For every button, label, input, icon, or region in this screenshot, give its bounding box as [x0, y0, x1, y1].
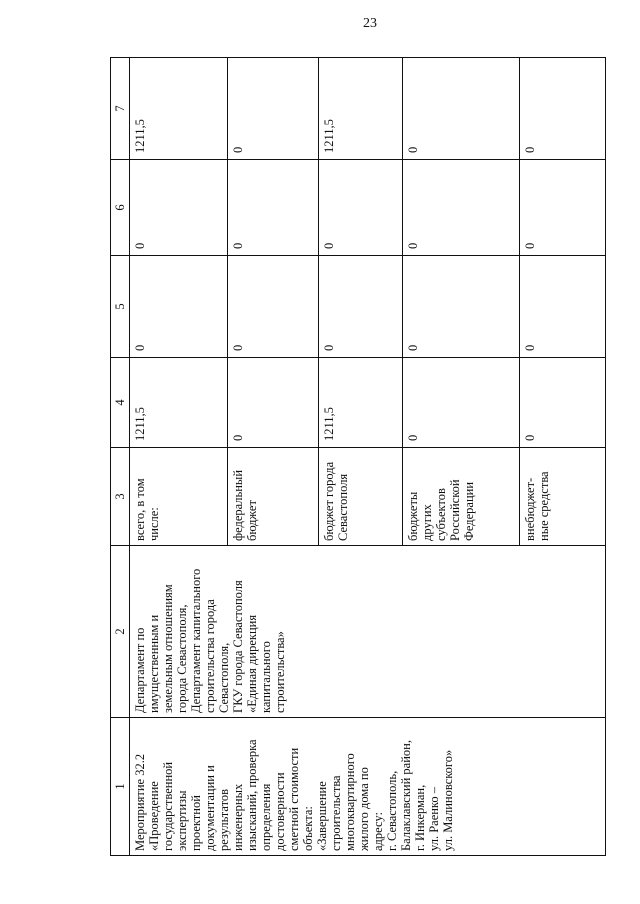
value-cell: 1211,5 [130, 58, 228, 160]
page-number: 23 [363, 16, 377, 31]
source-cell: федеральный бюджет [228, 448, 319, 546]
value-cell: 0 [520, 256, 606, 358]
value-cell: 0 [403, 160, 520, 256]
header-col-7: 7 [111, 58, 130, 160]
executor-cell: Департамент по имущественным и земельным отношениям города Севастополя, Департамент капитального строительства города Севастополя, ГКУ города Севастополя «Единая дирекция капитального строительства» [130, 546, 606, 718]
value-cell: 0 [520, 358, 606, 448]
header-col-5: 5 [111, 256, 130, 358]
value-cell: 0 [403, 358, 520, 448]
header-row [111, 58, 130, 856]
value-cell: 1211,5 [319, 358, 403, 448]
value-cell: 0 [520, 58, 606, 160]
value-cell: 0 [520, 160, 606, 256]
value-cell: 1211,5 [130, 358, 228, 448]
value-cell: 0 [319, 256, 403, 358]
header-col-3: 3 [111, 448, 130, 546]
value-cell: 0 [403, 256, 520, 358]
header-col-4: 4 [111, 358, 130, 448]
measure-cell: Мероприятие 32.2 «Проведение государственной экспертизы проектной документации и результатов инженерных изысканий, проверка определения достоверности сметной стоимости объекта: «Завершение строительства многоквартирного жилого дома по адресу: г. Севастополь, Балаклавский район, г. Инкерман, ул. Раенко – ул. Малиновского» [130, 718, 606, 856]
value-cell: 0 [228, 160, 319, 256]
header-col-1: 1 [111, 718, 130, 856]
source-cell: всего, в том числе: [130, 448, 228, 546]
table-row [130, 58, 228, 856]
source-cell: бюджеты других субъектов Российской Федерации [403, 448, 520, 546]
value-cell: 1211,5 [319, 58, 403, 160]
header-col-2: 2 [111, 546, 130, 718]
value-cell: 0 [228, 256, 319, 358]
source-cell: внебюджет- ные средства [520, 448, 606, 546]
header-col-6: 6 [111, 160, 130, 256]
value-cell: 0 [319, 160, 403, 256]
program-table-rotated [110, 58, 551, 856]
value-cell: 0 [228, 58, 319, 160]
value-cell: 0 [130, 160, 228, 256]
value-cell: 0 [403, 58, 520, 160]
source-cell: бюджет города Севастополя [319, 448, 403, 546]
program-table [110, 57, 606, 856]
value-cell: 0 [228, 358, 319, 448]
value-cell: 0 [130, 256, 228, 358]
